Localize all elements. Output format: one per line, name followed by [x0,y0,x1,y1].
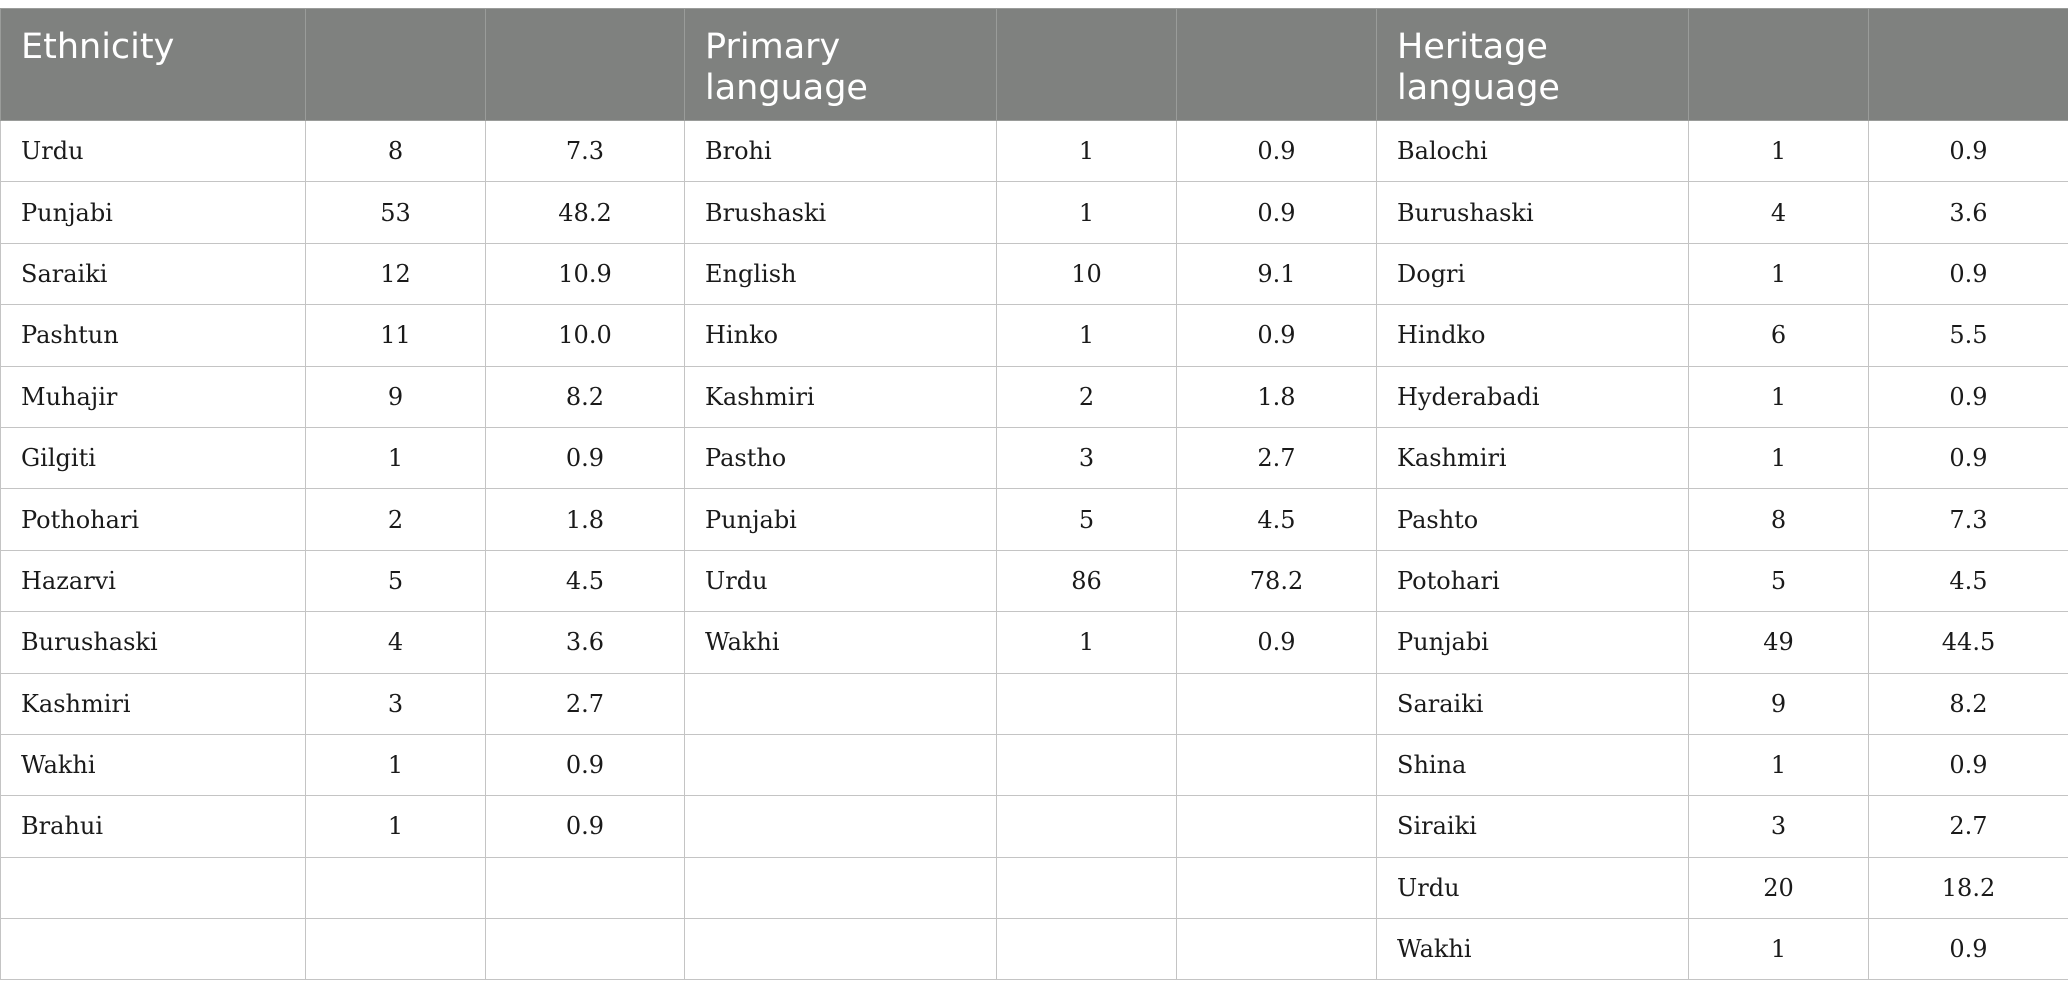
column-header: Heritage language [1377,9,1689,121]
label-cell: Muhajir [1,366,306,427]
value-cell: 1 [306,796,486,857]
value-cell: 7.3 [1869,489,2068,550]
column-header: Ethnicity [1,9,306,121]
label-cell: Hazarvi [1,550,306,611]
language-ethnicity-table [0,8,2068,980]
label-cell: Punjabi [1377,612,1689,673]
value-cell: 9.1 [1177,243,1377,304]
column-header [997,9,1177,121]
label-cell: Hinko [685,305,997,366]
column-header [1869,9,2068,121]
value-cell: 0.9 [1177,121,1377,182]
value-cell: 1 [1689,243,1869,304]
label-cell [685,734,997,795]
label-cell: Siraiki [1377,796,1689,857]
value-cell: 10 [997,243,1177,304]
label-cell: Brahui [1,796,306,857]
label-cell: Kashmiri [685,366,997,427]
value-cell: 0.9 [486,734,685,795]
value-cell: 0.9 [1869,427,2068,488]
value-cell: 20 [1689,857,1869,918]
value-cell: 9 [306,366,486,427]
value-cell: 1 [1689,734,1869,795]
table-row [1,550,2068,611]
value-cell: 1 [1689,121,1869,182]
value-cell: 3.6 [1869,182,2068,243]
value-cell: 44.5 [1869,612,2068,673]
label-cell: Punjabi [685,489,997,550]
value-cell [1177,919,1377,980]
column-header [486,9,685,121]
label-cell: Brushaski [685,182,997,243]
label-cell [685,796,997,857]
value-cell: 1 [997,612,1177,673]
value-cell: 10.0 [486,305,685,366]
value-cell: 78.2 [1177,550,1377,611]
value-cell: 5 [997,489,1177,550]
label-cell: Potohari [1377,550,1689,611]
table-row [1,427,2068,488]
value-cell: 49 [1689,612,1869,673]
label-cell [685,919,997,980]
value-cell: 11 [306,305,486,366]
value-cell: 0.9 [1869,366,2068,427]
value-cell [1177,796,1377,857]
value-cell: 48.2 [486,182,685,243]
value-cell: 5.5 [1869,305,2068,366]
label-cell: Kashmiri [1377,427,1689,488]
value-cell [997,673,1177,734]
value-cell: 1 [306,427,486,488]
label-cell: Saraiki [1,243,306,304]
value-cell [1177,857,1377,918]
table-row [1,857,2068,918]
value-cell: 6 [1689,305,1869,366]
table-row [1,612,2068,673]
label-cell [1,919,306,980]
value-cell: 2.7 [1177,427,1377,488]
value-cell [997,796,1177,857]
value-cell: 18.2 [1869,857,2068,918]
table-row [1,243,2068,304]
table-row [1,366,2068,427]
table-row [1,673,2068,734]
value-cell: 1 [997,121,1177,182]
value-cell: 3 [997,427,1177,488]
value-cell [1177,734,1377,795]
value-cell: 0.9 [1177,612,1377,673]
value-cell: 8 [306,121,486,182]
label-cell: Wakhi [685,612,997,673]
value-cell: 2.7 [486,673,685,734]
label-cell: Dogri [1377,243,1689,304]
value-cell: 7.3 [486,121,685,182]
table-row [1,182,2068,243]
value-cell: 2 [997,366,1177,427]
value-cell: 5 [1689,550,1869,611]
value-cell: 4.5 [1177,489,1377,550]
label-cell: Balochi [1377,121,1689,182]
label-cell: Punjabi [1,182,306,243]
label-cell: Hindko [1377,305,1689,366]
value-cell: 8.2 [486,366,685,427]
value-cell: 1 [1689,919,1869,980]
value-cell: 4.5 [486,550,685,611]
value-cell: 86 [997,550,1177,611]
label-cell: Saraiki [1377,673,1689,734]
column-header: Primary language [685,9,997,121]
value-cell [997,734,1177,795]
value-cell: 0.9 [1177,182,1377,243]
label-cell: Pothohari [1,489,306,550]
value-cell: 2.7 [1869,796,2068,857]
value-cell: 53 [306,182,486,243]
value-cell: 0.9 [486,427,685,488]
table-body [1,121,2068,980]
value-cell: 1.8 [1177,366,1377,427]
label-cell: English [685,243,997,304]
label-cell: Burushaski [1377,182,1689,243]
label-cell: Urdu [1,121,306,182]
label-cell: Urdu [685,550,997,611]
label-cell: Gilgiti [1,427,306,488]
value-cell: 1 [997,182,1177,243]
value-cell: 0.9 [1869,734,2068,795]
label-cell: Pashtun [1,305,306,366]
column-header [1177,9,1377,121]
table-row [1,796,2068,857]
value-cell [997,857,1177,918]
label-cell [1,857,306,918]
value-cell: 1 [1689,427,1869,488]
value-cell [306,857,486,918]
value-cell: 9 [1689,673,1869,734]
value-cell: 3.6 [486,612,685,673]
column-header [1689,9,1869,121]
value-cell: 0.9 [1869,243,2068,304]
value-cell: 8 [1689,489,1869,550]
value-cell: 0.9 [1869,919,2068,980]
table-row [1,489,2068,550]
label-cell: Wakhi [1377,919,1689,980]
value-cell: 0.9 [1177,305,1377,366]
table-row [1,919,2068,980]
value-cell [486,857,685,918]
value-cell: 0.9 [1869,121,2068,182]
value-cell: 4 [1689,182,1869,243]
value-cell [1177,673,1377,734]
table-row [1,121,2068,182]
value-cell: 4 [306,612,486,673]
value-cell: 1 [306,734,486,795]
table-header [1,9,2068,121]
label-cell [685,857,997,918]
value-cell: 2 [306,489,486,550]
value-cell: 12 [306,243,486,304]
label-cell [685,673,997,734]
label-cell: Kashmiri [1,673,306,734]
label-cell: Burushaski [1,612,306,673]
header-row [1,9,2068,121]
value-cell: 0.9 [486,796,685,857]
value-cell: 3 [1689,796,1869,857]
value-cell [306,919,486,980]
table-row [1,734,2068,795]
column-header [306,9,486,121]
value-cell: 10.9 [486,243,685,304]
value-cell: 5 [306,550,486,611]
value-cell: 3 [306,673,486,734]
label-cell: Pastho [685,427,997,488]
label-cell: Pashto [1377,489,1689,550]
value-cell: 4.5 [1869,550,2068,611]
label-cell: Wakhi [1,734,306,795]
label-cell: Brohi [685,121,997,182]
value-cell [486,919,685,980]
label-cell: Hyderabadi [1377,366,1689,427]
value-cell: 1 [1689,366,1869,427]
table-row [1,305,2068,366]
value-cell: 1 [997,305,1177,366]
label-cell: Shina [1377,734,1689,795]
label-cell: Urdu [1377,857,1689,918]
value-cell: 8.2 [1869,673,2068,734]
value-cell: 1.8 [486,489,685,550]
value-cell [997,919,1177,980]
